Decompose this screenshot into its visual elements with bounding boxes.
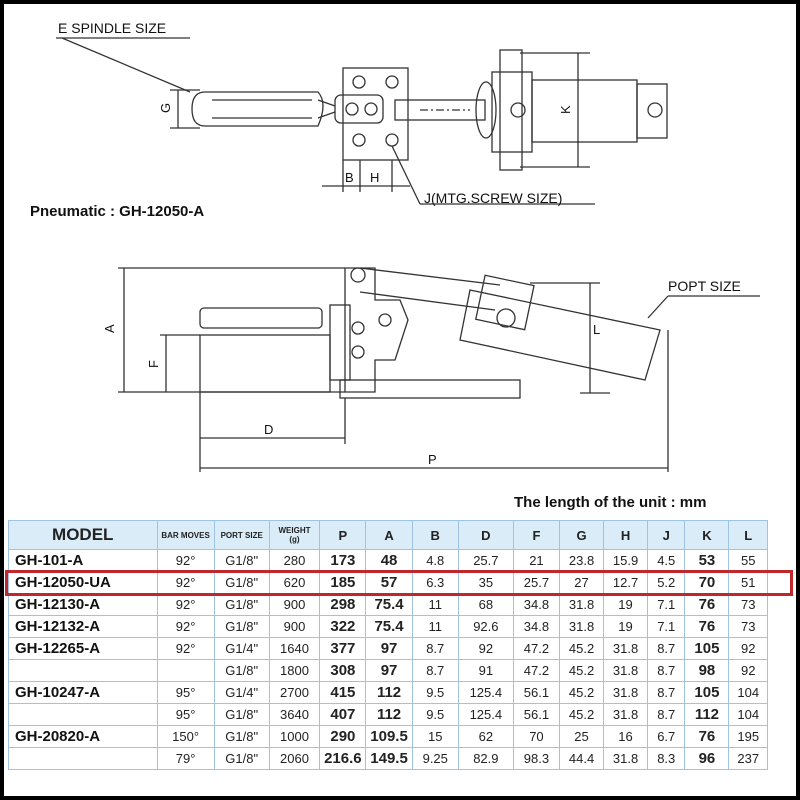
table-cell-b: 9.5	[412, 682, 458, 704]
table-cell-weight: 1640	[269, 638, 320, 660]
table-cell-port: G1/8"	[214, 572, 269, 594]
table-cell-l: 104	[729, 682, 768, 704]
dim-label-f: F	[146, 360, 161, 368]
table-cell-g: 45.2	[560, 660, 604, 682]
header-weight	[269, 521, 320, 550]
table-cell-f: 34.8	[513, 616, 559, 638]
table-cell-a: 75.4	[366, 594, 412, 616]
table-cell-l: 237	[729, 748, 768, 770]
table-cell-port: G1/4"	[214, 638, 269, 660]
header-b: B	[412, 521, 458, 550]
table-cell-k: 76	[685, 616, 729, 638]
table-cell-weight: 280	[269, 550, 320, 572]
table-cell-port: G1/8"	[214, 594, 269, 616]
table-cell-weight: 900	[269, 594, 320, 616]
table-cell-p: 322	[320, 616, 366, 638]
table-row	[9, 616, 768, 638]
table-cell-k: 112	[685, 704, 729, 726]
table-cell-a: 149.5	[366, 748, 412, 770]
table-cell-b: 11	[412, 616, 458, 638]
table-cell-p: 185	[320, 572, 366, 594]
table-cell-model: GH-12265-A	[9, 638, 158, 660]
table-cell-k: 105	[685, 638, 729, 660]
table-cell-k: 96	[685, 748, 729, 770]
table-cell-k: 53	[685, 550, 729, 572]
table-body	[9, 550, 768, 770]
table-cell-a: 48	[366, 550, 412, 572]
header-k: K	[685, 521, 729, 550]
table-cell-weight: 2700	[269, 682, 320, 704]
table-cell-d: 62	[458, 726, 513, 748]
table-cell-g: 45.2	[560, 704, 604, 726]
header-l: L	[729, 521, 768, 550]
table-cell-p: 308	[320, 660, 366, 682]
table-cell-model: GH-12050-UA	[9, 572, 158, 594]
table-cell-d: 25.7	[458, 550, 513, 572]
table-row	[9, 726, 768, 748]
table-cell-bar: 95°	[157, 682, 214, 704]
table-cell-f: 56.1	[513, 682, 559, 704]
table-cell-l: 73	[729, 616, 768, 638]
table-cell-g: 45.2	[560, 638, 604, 660]
table-cell-a: 97	[366, 660, 412, 682]
table-cell-g: 25	[560, 726, 604, 748]
table-cell-l: 73	[729, 594, 768, 616]
table-cell-p: 407	[320, 704, 366, 726]
table-cell-port: G1/8"	[214, 616, 269, 638]
dim-label-g: G	[158, 102, 173, 113]
header-d: D	[458, 521, 513, 550]
table-cell-bar: 92°	[157, 616, 214, 638]
table-cell-d: 125.4	[458, 682, 513, 704]
table-cell-a: 112	[366, 704, 412, 726]
table-cell-g: 31.8	[560, 594, 604, 616]
table-cell-k: 76	[685, 726, 729, 748]
table-cell-bar: 79°	[157, 748, 214, 770]
table-cell-b: 8.7	[412, 660, 458, 682]
spec-table	[8, 520, 768, 770]
j-screw-label: J(MTG.SCREW SIZE)	[424, 190, 563, 206]
table-cell-l: 51	[729, 572, 768, 594]
table-cell-weight: 2060	[269, 748, 320, 770]
header-f: F	[513, 521, 559, 550]
table-cell-model: GH-12130-A	[9, 594, 158, 616]
table-cell-g: 27	[560, 572, 604, 594]
table-cell-d: 82.9	[458, 748, 513, 770]
table-cell-h: 19	[604, 594, 648, 616]
dim-label-h: H	[370, 170, 380, 185]
header-p: P	[320, 521, 366, 550]
header-j: J	[648, 521, 685, 550]
table-cell-h: 15.9	[604, 550, 648, 572]
table-cell-h: 31.8	[604, 638, 648, 660]
table-cell-b: 4.8	[412, 550, 458, 572]
table-cell-j: 8.7	[648, 704, 685, 726]
table-row	[9, 638, 768, 660]
table-cell-port: G1/4"	[214, 682, 269, 704]
table-cell-model: GH-20820-A	[9, 726, 158, 748]
dim-label-k: K	[558, 105, 573, 114]
table-cell-g: 31.8	[560, 616, 604, 638]
table-cell-model	[9, 660, 158, 682]
table-cell-f: 47.2	[513, 638, 559, 660]
table-cell-model	[9, 748, 158, 770]
table-cell-b: 11	[412, 594, 458, 616]
table-cell-d: 68	[458, 594, 513, 616]
header-a: A	[366, 521, 412, 550]
table-cell-j: 8.7	[648, 660, 685, 682]
table-cell-f: 98.3	[513, 748, 559, 770]
table-cell-l: 92	[729, 660, 768, 682]
table-cell-b: 6.3	[412, 572, 458, 594]
table-cell-b: 8.7	[412, 638, 458, 660]
header-weight-unit: (g)	[289, 535, 300, 544]
table-cell-k: 70	[685, 572, 729, 594]
table-cell-weight: 1800	[269, 660, 320, 682]
table-cell-k: 105	[685, 682, 729, 704]
table-cell-f: 56.1	[513, 704, 559, 726]
table-cell-j: 8.7	[648, 682, 685, 704]
e-spindle-label: E SPINDLE SIZE	[58, 20, 167, 36]
table-cell-k: 76	[685, 594, 729, 616]
table-cell-d: 92.6	[458, 616, 513, 638]
table-cell-f: 70	[513, 726, 559, 748]
table-cell-model: GH-10247-A	[9, 682, 158, 704]
table-cell-port: G1/8"	[214, 726, 269, 748]
header-g: G	[560, 521, 604, 550]
table-cell-a: 112	[366, 682, 412, 704]
table-cell-d: 92	[458, 638, 513, 660]
table-cell-f: 34.8	[513, 594, 559, 616]
side-view	[118, 268, 760, 472]
table-cell-g: 45.2	[560, 682, 604, 704]
table-cell-k: 98	[685, 660, 729, 682]
table-cell-j: 8.7	[648, 638, 685, 660]
table-cell-model	[9, 704, 158, 726]
table-cell-bar: 92°	[157, 638, 214, 660]
table-cell-l: 195	[729, 726, 768, 748]
table-row	[9, 748, 768, 770]
table-cell-h: 31.8	[604, 660, 648, 682]
table-cell-bar: 150°	[157, 726, 214, 748]
table-cell-l: 55	[729, 550, 768, 572]
table-cell-bar: 92°	[157, 594, 214, 616]
table-cell-port: G1/8"	[214, 748, 269, 770]
header-model: MODEL	[9, 521, 158, 550]
table-cell-l: 92	[729, 638, 768, 660]
table-cell-a: 57	[366, 572, 412, 594]
table-row	[9, 572, 768, 594]
table-row	[9, 682, 768, 704]
table-cell-f: 21	[513, 550, 559, 572]
pneumatic-label: Pneumatic : GH-12050-A	[30, 203, 205, 220]
table-cell-d: 125.4	[458, 704, 513, 726]
dim-label-b: B	[345, 170, 354, 185]
table-cell-bar: 95°	[157, 704, 214, 726]
table-cell-l: 104	[729, 704, 768, 726]
dim-label-a: A	[102, 324, 117, 333]
table-cell-p: 173	[320, 550, 366, 572]
table-row	[9, 550, 768, 572]
table-cell-weight: 900	[269, 616, 320, 638]
table-cell-b: 9.5	[412, 704, 458, 726]
table-cell-h: 12.7	[604, 572, 648, 594]
dim-label-l: L	[593, 322, 601, 337]
table-cell-j: 8.3	[648, 748, 685, 770]
table-cell-h: 31.8	[604, 682, 648, 704]
top-view	[56, 38, 667, 204]
table-cell-port: G1/8"	[214, 704, 269, 726]
table-cell-j: 4.5	[648, 550, 685, 572]
table-cell-j: 7.1	[648, 616, 685, 638]
table-cell-g: 23.8	[560, 550, 604, 572]
table-cell-model: GH-12132-A	[9, 616, 158, 638]
table-cell-p: 216.6	[320, 748, 366, 770]
table-cell-j: 5.2	[648, 572, 685, 594]
table-cell-g: 44.4	[560, 748, 604, 770]
table-cell-p: 415	[320, 682, 366, 704]
table-cell-f: 25.7	[513, 572, 559, 594]
table-cell-p: 290	[320, 726, 366, 748]
dim-label-d: D	[264, 422, 274, 437]
table-header-row	[9, 521, 768, 550]
table-cell-j: 6.7	[648, 726, 685, 748]
table-cell-p: 377	[320, 638, 366, 660]
table-cell-weight: 620	[269, 572, 320, 594]
table-cell-port: G1/8"	[214, 550, 269, 572]
table-cell-p: 298	[320, 594, 366, 616]
header-weight-label: WEIGHT	[278, 526, 311, 535]
table-row	[9, 704, 768, 726]
table-cell-bar	[157, 660, 214, 682]
table-cell-d: 91	[458, 660, 513, 682]
header-bar-moves: BAR MOVES	[157, 521, 214, 550]
table-cell-j: 7.1	[648, 594, 685, 616]
table-cell-bar: 92°	[157, 550, 214, 572]
table-cell-h: 31.8	[604, 704, 648, 726]
dim-label-p: P	[428, 452, 437, 467]
table-cell-weight: 3640	[269, 704, 320, 726]
table-row	[9, 594, 768, 616]
popt-size-label: POPT SIZE	[668, 278, 741, 294]
table-cell-a: 109.5	[366, 726, 412, 748]
table-cell-bar: 92°	[157, 572, 214, 594]
header-h: H	[604, 521, 648, 550]
table-row	[9, 660, 768, 682]
table-cell-h: 31.8	[604, 748, 648, 770]
table-cell-a: 75.4	[366, 616, 412, 638]
table-cell-d: 35	[458, 572, 513, 594]
unit-note: The length of the unit : mm	[514, 494, 707, 511]
header-port-size: PORT SIZE	[214, 521, 269, 550]
table-cell-h: 16	[604, 726, 648, 748]
table-cell-b: 9.25	[412, 748, 458, 770]
table-cell-f: 47.2	[513, 660, 559, 682]
table-cell-a: 97	[366, 638, 412, 660]
table-cell-h: 19	[604, 616, 648, 638]
table-cell-model: GH-101-A	[9, 550, 158, 572]
table-cell-weight: 1000	[269, 726, 320, 748]
table-cell-b: 15	[412, 726, 458, 748]
table-cell-port: G1/8"	[214, 660, 269, 682]
